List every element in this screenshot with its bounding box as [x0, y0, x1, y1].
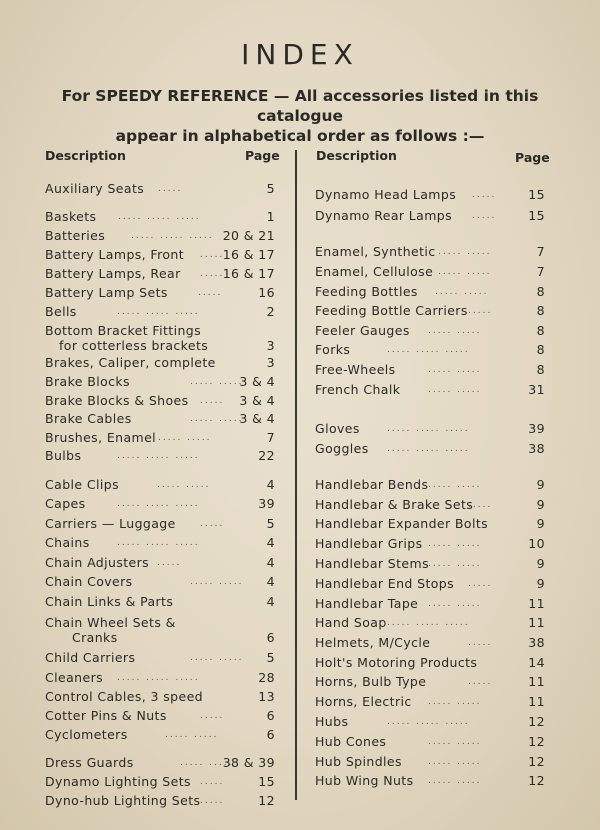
entry-page-number: 38: [528, 635, 545, 650]
column-divider: [295, 150, 297, 800]
index-entry: [45, 322, 275, 356]
leader-dots: .....: [157, 558, 182, 568]
entry-page-number: 11: [528, 596, 545, 611]
index-entry: [315, 614, 545, 632]
leader-dots: ..... ..... .....: [117, 673, 200, 683]
entry-page-number: 9: [536, 477, 545, 492]
left-page-header: Page: [245, 148, 280, 163]
index-entry: [315, 634, 545, 652]
entry-page-number: 4: [266, 574, 275, 589]
index-entry: [45, 410, 275, 428]
entry-page-number: 3: [266, 355, 275, 370]
index-entry: [45, 208, 275, 226]
index-entry: [315, 654, 545, 672]
index-entry: [45, 392, 275, 410]
entry-page-number: 9: [536, 516, 545, 531]
entry-description: Feeler Gauges: [315, 323, 410, 338]
entry-description: Handlebar Stems: [315, 556, 430, 571]
entry-page-number: 11: [528, 694, 545, 709]
entry-page-number: 11: [528, 674, 545, 689]
entry-page-number: 31: [528, 382, 545, 397]
entry-page-number: 3: [266, 338, 275, 353]
entry-description: Control Cables, 3 speed: [45, 689, 203, 704]
entry-description: Chains: [45, 535, 90, 550]
index-entry: [45, 754, 275, 772]
entry-page-number: 13: [258, 689, 275, 704]
entry-page-number: 16 & 17: [222, 266, 275, 281]
entry-page-number: 39: [528, 421, 545, 436]
entry-page-number: 7: [536, 264, 545, 279]
entry-description-continued: Cranks: [72, 630, 118, 645]
leader-dots: ..... ..... .....: [118, 212, 201, 222]
entry-page-number: 8: [536, 342, 545, 357]
entry-page-number: 14: [528, 655, 545, 670]
index-entry: [45, 303, 275, 321]
entry-description: Brushes, Enamel: [45, 430, 157, 445]
leader-dots: ..... ..... .....: [387, 717, 470, 727]
leader-dots: ..... ..... .....: [387, 424, 470, 434]
entry-description: Brake Blocks: [45, 374, 130, 389]
leader-dots: ..... .....: [428, 697, 482, 707]
leader-dots: .....: [472, 190, 497, 200]
index-entry: [315, 733, 545, 751]
entry-description: Bells: [45, 304, 77, 319]
leader-dots: .....: [158, 184, 183, 194]
index-entry: [45, 284, 275, 302]
entry-description: Cleaners: [45, 670, 104, 685]
intro-line-2: appear in alphabetical order as follows :—: [115, 127, 485, 145]
leader-dots: ..... ..... .....: [117, 499, 200, 509]
entry-description: Carriers — Luggage: [45, 516, 176, 531]
leader-dots: ..... .....: [428, 737, 482, 747]
index-entry: [45, 707, 275, 725]
leader-dots: .....: [200, 796, 225, 806]
entry-page-number: 7: [266, 430, 275, 445]
index-entry: [315, 693, 545, 711]
entry-description: Brake Cables: [45, 411, 132, 426]
entry-page-number: 4: [266, 555, 275, 570]
leader-dots: ..... ..... .....: [387, 444, 470, 454]
leader-dots: ..... ..... .....: [117, 307, 200, 317]
entry-description: Bulbs: [45, 448, 82, 463]
entry-description: Child Carriers: [45, 650, 136, 665]
entry-page-number: 5: [266, 516, 275, 531]
entry-page-number: 12: [528, 773, 545, 788]
index-entry: [315, 515, 545, 533]
entry-page-number: 8: [536, 303, 545, 318]
entry-description: Cable Clips: [45, 477, 119, 492]
leader-dots: ..... ..... .....: [131, 231, 214, 241]
entry-page-number: 20 & 21: [222, 228, 275, 243]
leader-dots: ..... .....: [428, 385, 482, 395]
entry-description: Hubs: [315, 714, 349, 729]
entry-page-number: 9: [536, 556, 545, 571]
entry-page-number: 28: [258, 670, 275, 685]
index-entry: [315, 302, 545, 320]
entry-description: Auxiliary Seats: [45, 181, 145, 196]
index-entry: [315, 381, 545, 399]
index-entry: [45, 726, 275, 744]
entry-description: Holt's Motoring Products: [315, 655, 478, 670]
index-entry: [315, 555, 545, 573]
entry-description: Battery Lamps, Front: [45, 247, 185, 262]
leader-dots: ..... .....: [438, 267, 492, 277]
entry-page-number: 15: [528, 187, 545, 202]
entry-page-number: 2: [266, 304, 275, 319]
entry-page-number: 9: [536, 497, 545, 512]
index-entry: [45, 792, 275, 810]
leader-dots: ..... .....: [435, 287, 489, 297]
leader-dots: .....: [200, 269, 225, 279]
leader-dots: ..... ..... .....: [387, 618, 470, 628]
entry-description: Dress Guards: [45, 755, 134, 770]
leader-dots: ..... .....: [165, 730, 219, 740]
leader-dots: ..... .....: [190, 414, 244, 424]
entry-page-number: 15: [258, 774, 275, 789]
entry-description: Chain Wheel Sets &: [45, 615, 176, 630]
entry-description-continued: for cotterless brackets: [59, 338, 209, 353]
entry-description: Battery Lamp Sets: [45, 285, 168, 300]
index-entry: [45, 593, 275, 611]
entry-description: Capes: [45, 496, 86, 511]
entry-page-number: 9: [536, 576, 545, 591]
entry-page-number: 3 & 4: [239, 393, 275, 408]
entry-page-number: 5: [266, 181, 275, 196]
entry-page-number: 1: [266, 209, 275, 224]
index-entry: [45, 688, 275, 706]
entry-description: Gloves: [315, 421, 360, 436]
right-page-header: Page: [515, 150, 550, 165]
leader-dots: ..... .....: [438, 247, 492, 257]
index-entry: [315, 420, 545, 438]
leader-dots: ..... .....: [190, 377, 244, 387]
entry-description: Brake Blocks & Shoes: [45, 393, 189, 408]
index-entry: [315, 263, 545, 281]
index-entry: [315, 772, 545, 790]
entry-description: Hand Soap: [315, 615, 387, 630]
entry-page-number: 8: [536, 323, 545, 338]
entry-description: Feeding Bottle Carriers: [315, 303, 468, 318]
entry-page-number: 8: [536, 362, 545, 377]
entry-page-number: 6: [266, 727, 275, 742]
entry-description: Bottom Bracket Fittings: [45, 323, 202, 338]
entry-description: Horns, Electric: [315, 694, 412, 709]
index-entry: [315, 322, 545, 340]
leader-dots: ..... .....: [428, 757, 482, 767]
index-entry: [45, 534, 275, 552]
entry-page-number: 16: [258, 285, 275, 300]
leader-dots: ..... .....: [180, 758, 234, 768]
leader-dots: ..... .....: [428, 776, 482, 786]
intro-line-1: For SPEEDY REFERENCE — All accessories listed in this catalogue: [61, 87, 539, 125]
index-entry: [315, 440, 545, 458]
entry-description: Chain Adjusters: [45, 555, 150, 570]
entry-page-number: 4: [266, 594, 275, 609]
entry-description: Handlebar Expander Bolts: [315, 516, 489, 531]
right-description-header: Description: [316, 148, 397, 163]
entry-description: Goggles: [315, 441, 369, 456]
index-entry: [45, 773, 275, 791]
intro-text: [30, 86, 570, 146]
entry-page-number: 15: [528, 208, 545, 223]
entry-page-number: 22: [258, 448, 275, 463]
entry-description: Handlebar Bends: [315, 477, 429, 492]
leader-dots: ..... .....: [157, 480, 211, 490]
entry-description: Enamel, Cellulose: [315, 264, 434, 279]
leader-dots: .....: [200, 250, 225, 260]
leader-dots: ..... .....: [428, 326, 482, 336]
entry-page-number: 11: [528, 615, 545, 630]
entry-description: Handlebar End Stops: [315, 576, 455, 591]
entry-description: French Chalk: [315, 382, 401, 397]
entry-description: Free-Wheels: [315, 362, 396, 377]
index-entry: [315, 361, 545, 379]
index-entry: [45, 554, 275, 572]
entry-page-number: 5: [266, 650, 275, 665]
index-entry: [315, 341, 545, 359]
leader-dots: ..... ..... .....: [387, 345, 470, 355]
entry-description: Dynamo Head Lamps: [315, 187, 457, 202]
leader-dots: ..... .....: [428, 480, 482, 490]
entry-description: Cotter Pins & Nuts: [45, 708, 167, 723]
leader-dots: ..... .....: [158, 433, 212, 443]
page-title: INDEX: [241, 38, 359, 71]
entry-description: Brakes, Caliper, complete: [45, 355, 216, 370]
leader-dots: .....: [200, 711, 225, 721]
entry-page-number: 38 & 39: [222, 755, 275, 770]
index-entry: [45, 429, 275, 447]
leader-dots: .....: [198, 288, 223, 298]
index-entry: [315, 476, 545, 494]
index-entry: [315, 207, 545, 225]
index-entry: [45, 265, 275, 283]
entry-description: Dynamo Lighting Sets: [45, 774, 191, 789]
leader-dots: ..... .....: [190, 653, 244, 663]
entry-page-number: 3 & 4: [239, 411, 275, 426]
index-entry: [315, 243, 545, 261]
index-entry: [45, 354, 275, 372]
entry-page-number: 6: [266, 708, 275, 723]
entry-description: Helmets, M/Cycle: [315, 635, 431, 650]
leader-dots: ..... .....: [428, 599, 482, 609]
entry-description: Handlebar Grips: [315, 536, 423, 551]
entry-description: Battery Lamps, Rear: [45, 266, 181, 281]
entry-description: Cyclometers: [45, 727, 128, 742]
entry-page-number: 3 & 4: [239, 374, 275, 389]
index-entry: [45, 373, 275, 391]
entry-page-number: 39: [258, 496, 275, 511]
entry-page-number: 12: [528, 714, 545, 729]
leader-dots: .....: [468, 306, 493, 316]
leader-dots: ..... .....: [428, 365, 482, 375]
index-entry: [45, 649, 275, 667]
entry-description: Baskets: [45, 209, 97, 224]
index-entry: [315, 753, 545, 771]
entry-description: Hub Wing Nuts: [315, 773, 414, 788]
entry-description: Enamel, Synthetic: [315, 244, 436, 259]
left-description-header: Description: [45, 148, 126, 163]
entry-page-number: 12: [528, 734, 545, 749]
index-entry: [45, 669, 275, 687]
entry-page-number: 8: [536, 284, 545, 299]
leader-dots: .....: [468, 500, 493, 510]
entry-page-number: 16 & 17: [222, 247, 275, 262]
entry-page-number: 6: [266, 630, 275, 645]
entry-page-number: 10: [528, 536, 545, 551]
leader-dots: .....: [468, 638, 493, 648]
index-entry: [315, 283, 545, 301]
entry-page-number: 38: [528, 441, 545, 456]
entry-description: Batteries: [45, 228, 106, 243]
leader-dots: ..... ..... .....: [117, 538, 200, 548]
index-entry: [315, 186, 545, 204]
entry-page-number: 7: [536, 244, 545, 259]
entry-page-number: 4: [266, 477, 275, 492]
entry-description: Dyno-hub Lighting Sets: [45, 793, 201, 808]
leader-dots: .....: [468, 579, 493, 589]
entry-page-number: 4: [266, 535, 275, 550]
index-entry: [45, 573, 275, 591]
index-entry: [315, 673, 545, 691]
entry-description: Forks: [315, 342, 351, 357]
entry-description: Horns, Bulb Type: [315, 674, 427, 689]
entry-description: Chain Covers: [45, 574, 133, 589]
index-entry: [45, 180, 275, 198]
index-entry: [45, 515, 275, 533]
leader-dots: .....: [200, 396, 225, 406]
leader-dots: ..... .....: [428, 539, 482, 549]
index-entry: [315, 713, 545, 731]
index-entry: [45, 227, 275, 245]
leader-dots: .....: [468, 677, 493, 687]
index-entry: [45, 614, 275, 648]
entry-description: Hub Cones: [315, 734, 387, 749]
index-entry: [45, 246, 275, 264]
index-entry: [315, 595, 545, 613]
entry-description: Feeding Bottles: [315, 284, 418, 299]
leader-dots: ..... .....: [428, 559, 482, 569]
entry-page-number: 12: [258, 793, 275, 808]
entry-description: Dynamo Rear Lamps: [315, 208, 453, 223]
leader-dots: ..... ..... .....: [117, 451, 200, 461]
entry-description: Hub Spindles: [315, 754, 402, 769]
index-entry: [45, 495, 275, 513]
entry-description: Chain Links & Parts: [45, 594, 174, 609]
index-entry: [315, 575, 545, 593]
entry-page-number: 12: [528, 754, 545, 769]
leader-dots: .....: [200, 777, 225, 787]
index-entry: [315, 535, 545, 553]
leader-dots: .....: [472, 211, 497, 221]
leader-dots: ..... .....: [190, 577, 244, 587]
index-entry: [45, 447, 275, 465]
index-entry: [315, 496, 545, 514]
entry-description: Handlebar Tape: [315, 596, 419, 611]
index-entry: [45, 476, 275, 494]
leader-dots: .....: [200, 519, 225, 529]
entry-description: Handlebar & Brake Sets: [315, 497, 474, 512]
